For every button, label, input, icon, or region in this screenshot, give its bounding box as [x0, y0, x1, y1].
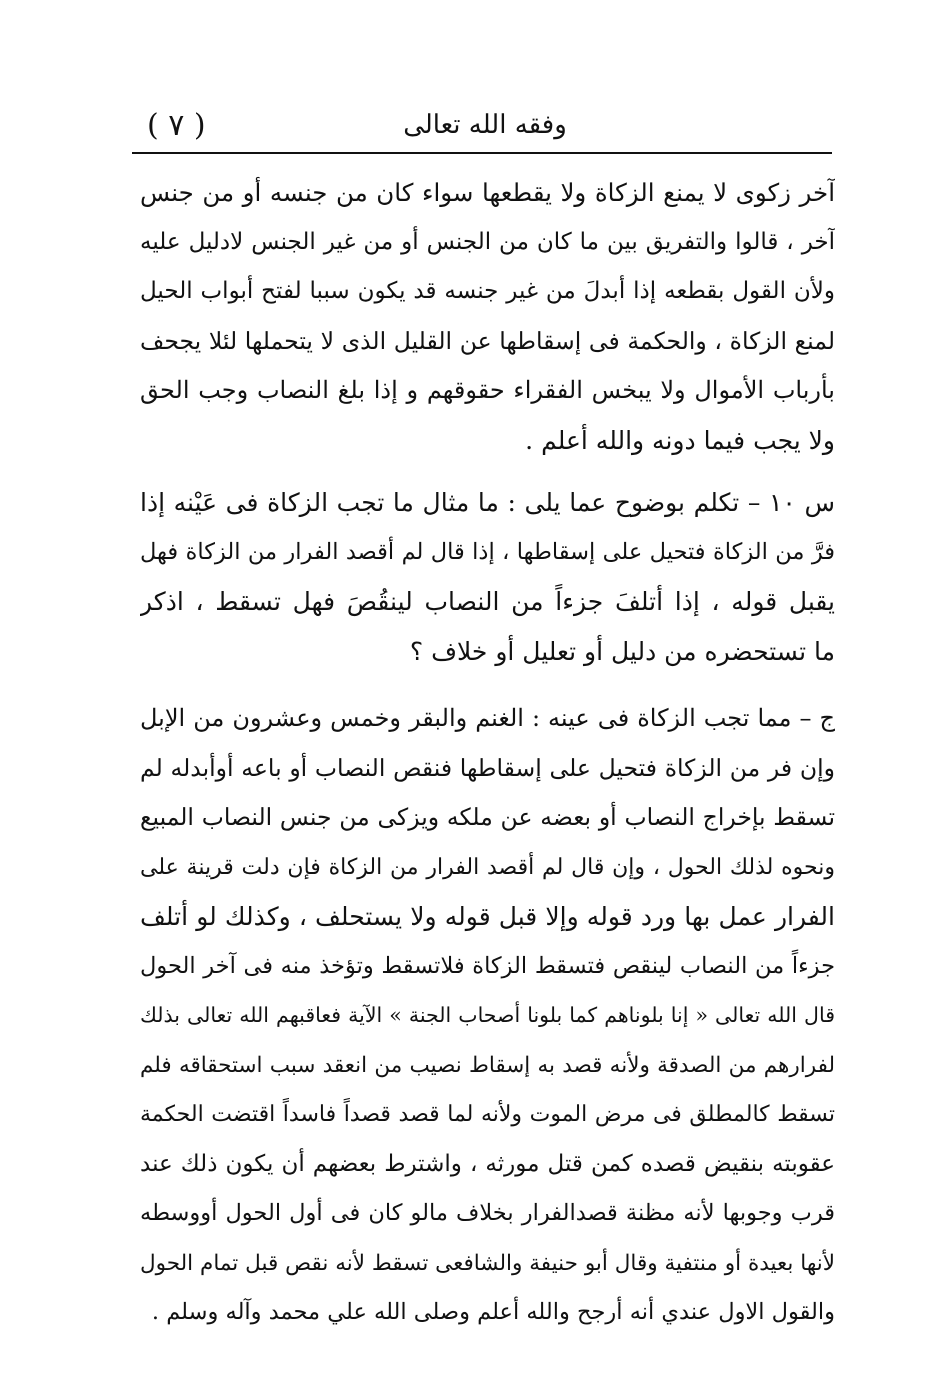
page-header [135, 104, 835, 152]
text-line: ج – مما تجب الزكاة فى عينه : الغنم والبقر وخمس وعشرون من الإبل [140, 704, 835, 732]
answer-paragraph [140, 694, 835, 1338]
text-line: آخر ، قالوا والتفريق بين ما كان من الجنس أو من غير الجنس لادليل عليه [140, 228, 835, 255]
text-line: قرب وجوبها لأنه مظنة قصدالفرار بخلاف مالو كان فى أول الحول أووسطه [140, 1200, 835, 1226]
text-line: ولا يجب فيما دونه والله أعلم . [525, 425, 835, 455]
text-line: لأنها بعيدة أو منتفية وقال أبو حنيفة والشافعى تسقط لأنه نقص قبل تمام الحول [140, 1250, 835, 1276]
text-line: ونحوه لذلك الحول ، وإن قال لم أقصد الفرار من الزكاة فإن دلت قرينة على [140, 854, 835, 880]
text-line: قال الله تعالى « إنا بلوناهم كما بلونا أصحاب الجنة » الآية فعاقبهم الله تعالى بذلك [140, 1003, 835, 1027]
text-line: لمنع الزكاة ، والحكمة فى إسقاطها عن القليل الذى لا يتحملها لئلا يجحف [140, 326, 835, 355]
text-line: عقوبته بنقيض قصده كمن قتل مورثه ، واشترط بعضهم أن يكون ذلك عند [140, 1150, 835, 1177]
text-line: يقبل قوله ، إذا أتلفَ جزءاً من النصاب لينقُصَ فهل تسقط ، اذكر [140, 587, 835, 616]
page-number: ( ٧ ) [147, 108, 206, 143]
text-line: والقول الاول عندي أنه أرجح والله أعلم وصلى الله علي محمد وآله وسلم . [151, 1299, 835, 1325]
running-title: وفقه الله تعالى [403, 110, 567, 140]
text-line: وإن فر من الزكاة فتحيل على إسقاطها فنقص النصاب أو باعه أوأبدله لم [140, 753, 835, 782]
text-line: تسقط كالمطلق فى مرض الموت ولأنه لما قصد قصداً فاسداً اقتضت الحكمة [140, 1102, 835, 1127]
question-paragraph [140, 478, 835, 676]
text-line: ولأن القول بقطعه إذا أبدلَ من غير جنسه قد يكون سببا لفتح أبواب الحيل [140, 278, 835, 304]
header-rule [132, 152, 832, 154]
text-line: لفرارهم من الصدقة ولأنه قصد به إسقاط نصيب من انعقد سبب استحقاقه فلم [140, 1052, 835, 1078]
text-line: تسقط بإخراج النصاب أو بعضه عن ملكه ويزكى من جنس النصاب المبيع [140, 803, 835, 831]
text-line: آخر زكوى لا يمنع الزكاة ولا يقطعها سواء كان من جنسه أو من جنس [140, 178, 835, 207]
paragraph-1 [140, 168, 835, 465]
text-line: ما تستحضره من دليل أو تعليل أو خلاف ؟ [409, 636, 835, 666]
text-line: بأرباب الأموال ولا يبخس الفقراء حقوقهم و إذا بلغ النصاب وجب الحق [140, 376, 835, 404]
text-line: جزءاً من النصاب لينقص فتسقط الزكاة فلاتسقط وتؤخذ منه فى آخر الحول [140, 952, 835, 979]
text-line: س ١٠ – تكلم بوضوح عما يلى : ما مثال ما تجب الزكاة فى عَيْنه إذا [140, 488, 835, 517]
text-line: فرَّ من الزكاة فتحيل على إسقاطها ، إذا قال لم أقصد الفرار من الزكاة فهل [140, 538, 835, 565]
text-line: الفرار عمل بها ورد قوله وإلا قبل قوله ولا يستحلف ، وكذلك لو أتلف [140, 902, 835, 931]
